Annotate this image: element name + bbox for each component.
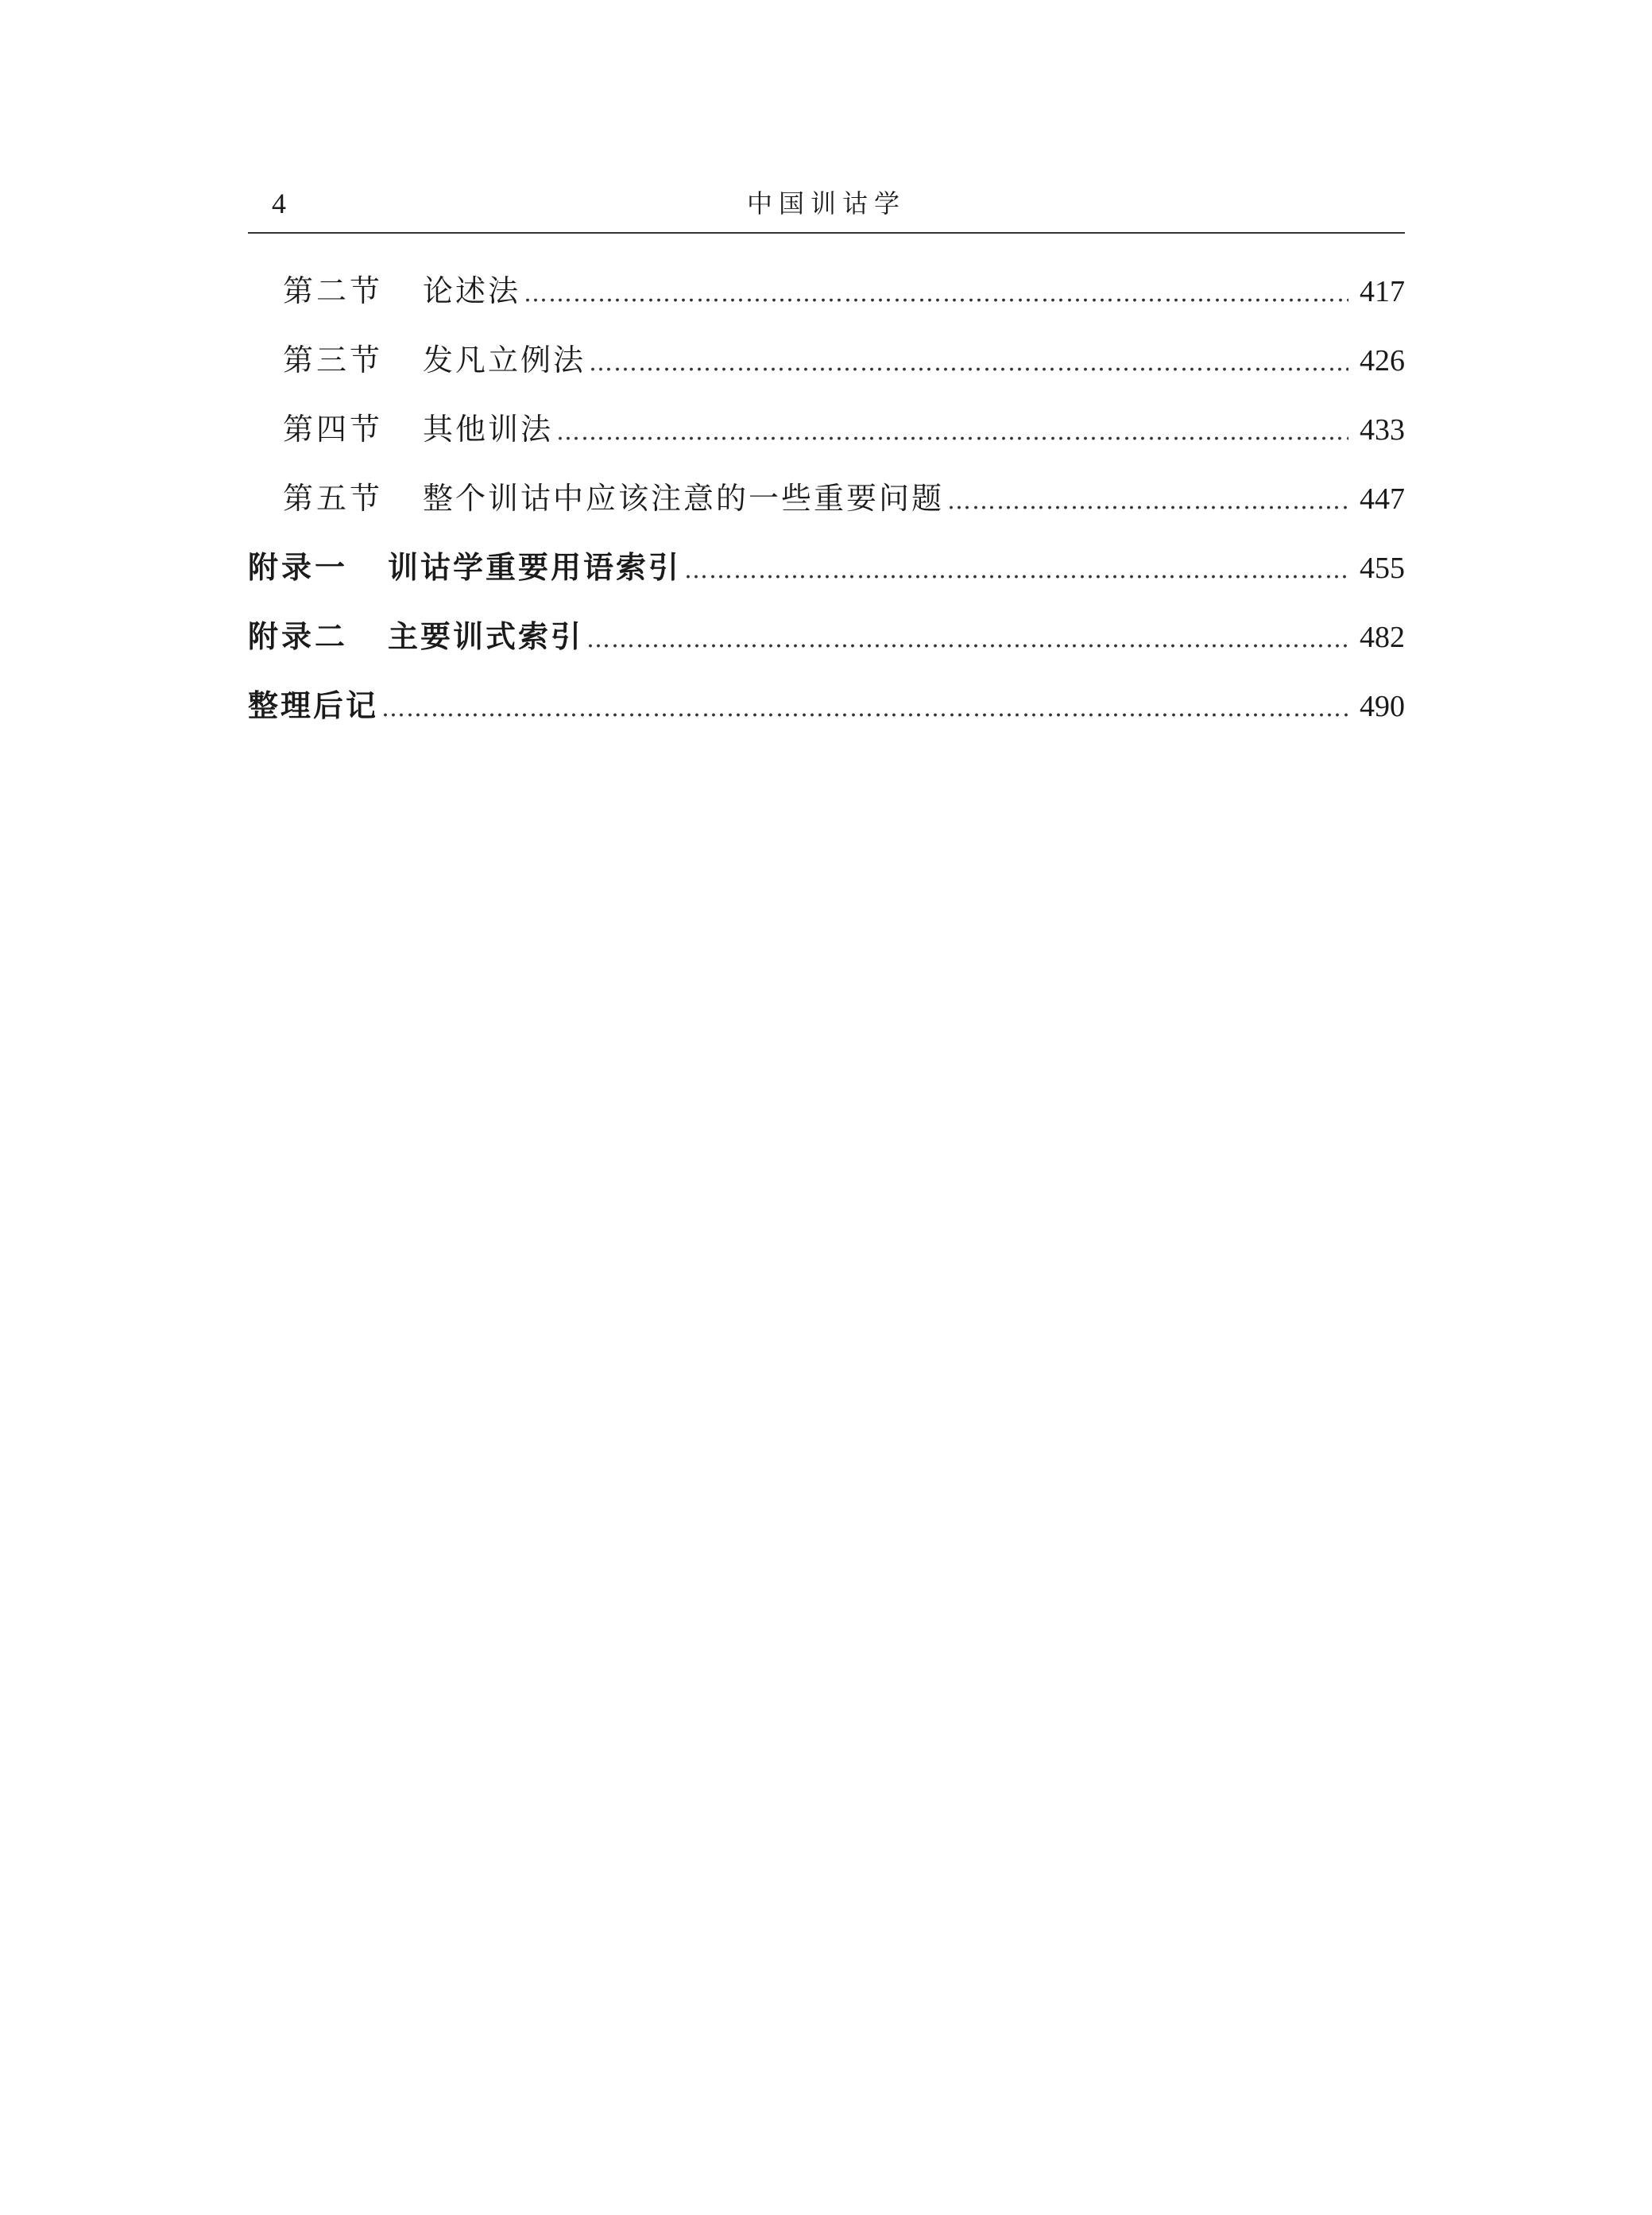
- toc-dot-leader: [586, 618, 1348, 662]
- running-title: 中国训诂学: [746, 188, 906, 219]
- toc-entry-title: 其他训法: [423, 412, 554, 447]
- toc-entry[interactable]: [248, 683, 1405, 753]
- toc-entry-page: 482: [1360, 621, 1405, 654]
- toc-entry-title: 主要训式索引: [388, 619, 584, 654]
- page-number: 4: [272, 188, 286, 219]
- toc-dot-leader: [947, 479, 1348, 524]
- toc-dot-leader: [524, 272, 1348, 316]
- toc-entry-page: 490: [1360, 690, 1405, 723]
- toc-entry-page: 455: [1360, 552, 1405, 585]
- toc-entry[interactable]: [248, 476, 1405, 545]
- toc-entry[interactable]: [248, 269, 1405, 338]
- table-of-contents: [248, 269, 1405, 753]
- toc-entry-page: 426: [1360, 344, 1405, 378]
- toc-entry[interactable]: [248, 338, 1405, 407]
- toc-entry-number: 第五节: [283, 481, 384, 516]
- toc-entry-number: 第二节: [283, 273, 384, 308]
- toc-entry-title: 发凡立例法: [423, 343, 586, 378]
- toc-entry-page: 447: [1360, 482, 1405, 516]
- toc-entry[interactable]: [248, 407, 1405, 476]
- toc-dot-leader: [589, 341, 1348, 385]
- toc-entry[interactable]: [248, 545, 1405, 614]
- toc-entry[interactable]: [248, 614, 1405, 683]
- toc-entry-number: 第三节: [283, 343, 384, 378]
- toc-dot-leader: [556, 410, 1348, 455]
- toc-entry-number: 附录一: [248, 550, 349, 585]
- toc-entry-page: 417: [1360, 275, 1405, 308]
- page-header: [248, 181, 1405, 234]
- toc-dot-leader: [381, 687, 1348, 731]
- toc-dot-leader: [684, 548, 1348, 593]
- toc-entry-title: 整个训诂中应该注意的一些重要问题: [423, 481, 945, 516]
- toc-entry-number: 第四节: [283, 412, 384, 447]
- toc-entry-number: 附录二: [248, 619, 349, 654]
- toc-entry-title: 论述法: [423, 273, 521, 308]
- toc-entry-page: 433: [1360, 413, 1405, 447]
- toc-entry-title: 整理后记: [248, 688, 379, 723]
- toc-entry-title: 训诂学重要用语索引: [388, 550, 682, 585]
